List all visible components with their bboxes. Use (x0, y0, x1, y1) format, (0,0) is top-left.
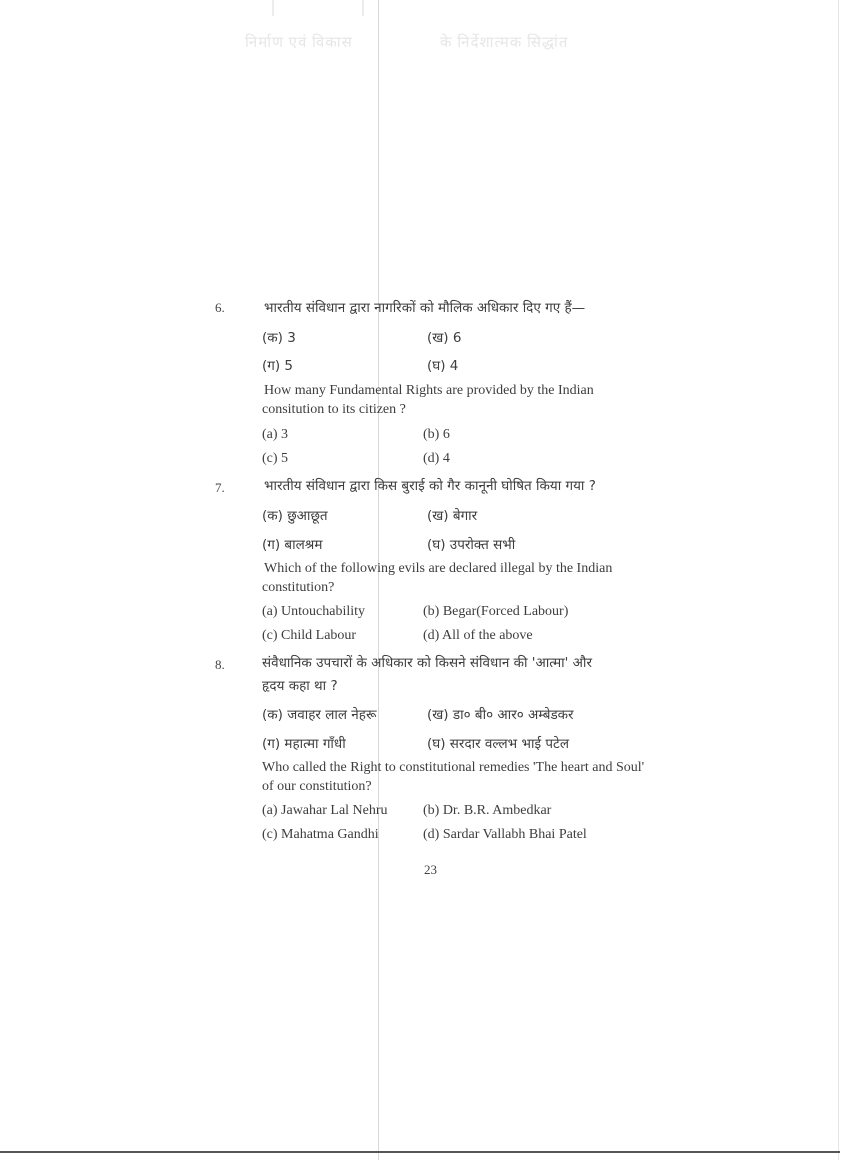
option-hindi-b: (ख) डा० बी० आर० अम्बेडकर (427, 707, 574, 723)
bleed-through-mark (272, 0, 274, 16)
option-hindi-d: (घ) सरदार वल्लभ भाई पटेल (427, 736, 569, 752)
option-hindi-d: (घ) 4 (427, 358, 459, 374)
page-bottom-edge (0, 1151, 840, 1153)
question-text-hindi: भारतीय संविधान द्वारा किस बुराई को गैर कानूनी घोषित किया गया ? (264, 478, 596, 494)
option-english-b: (b) Dr. B.R. Ambedkar (423, 803, 552, 818)
page-number: 23 (424, 862, 437, 877)
option-english-c: (c) Mahatma Gandhi (262, 827, 379, 842)
question-text-english: Who called the Right to constitutional remedies 'The heart and Soul' (262, 760, 645, 775)
option-english-c: (c) Child Labour (262, 628, 357, 643)
bleed-through-text: निर्माण एवं विकास (245, 35, 353, 51)
option-hindi-a: (क) जवाहर लाल नेहरू (262, 707, 377, 723)
page-fold-line (378, 0, 379, 1160)
option-english-c: (c) 5 (262, 451, 289, 466)
question-text-english: consitution to its citizen ? (262, 402, 406, 417)
question-number: 6. (215, 300, 225, 315)
bleed-through-mark (362, 0, 364, 16)
question-text-english: constitution? (262, 580, 335, 595)
option-hindi-c: (ग) बालश्रम (262, 537, 323, 553)
option-hindi-c: (ग) महात्मा गाँधी (262, 736, 346, 752)
option-english-d: (d) Sardar Vallabh Bhai Patel (423, 827, 587, 842)
question-text-english: of our constitution? (262, 779, 372, 794)
option-english-b: (b) Begar(Forced Labour) (423, 604, 569, 619)
option-hindi-d: (घ) उपरोक्त सभी (427, 537, 516, 553)
option-english-a: (a) 3 (262, 427, 289, 442)
question-text-hindi: संवैधानिक उपचारों के अधिकार को किसने संविधान की 'आत्मा' और (262, 655, 592, 671)
question-text-english: Which of the following evils are declared illegal by the Indian (264, 561, 613, 576)
option-english-d: (d) All of the above (423, 628, 533, 643)
page-edge (838, 0, 839, 1160)
option-hindi-b: (ख) 6 (427, 330, 462, 346)
option-hindi-c: (ग) 5 (262, 358, 294, 374)
question-number: 7. (215, 480, 225, 495)
question-text-english: How many Fundamental Rights are provided by the Indian (264, 383, 594, 398)
option-english-a: (a) Untouchability (262, 604, 366, 619)
option-hindi-a: (क) 3 (262, 330, 296, 346)
question-text-hindi: हृदय कहा था ? (262, 678, 338, 694)
bleed-through-text: के निर्देशात्मक सिद्धांत (440, 35, 569, 51)
question-text-hindi: भारतीय संविधान द्वारा नागरिकों को मौलिक अधिकार दिए गए हैं— (264, 300, 586, 316)
option-english-a: (a) Jawahar Lal Nehru (262, 803, 388, 818)
option-english-b: (b) 6 (423, 427, 450, 442)
option-hindi-a: (क) छुआछूत (262, 508, 328, 524)
option-hindi-b: (ख) बेगार (427, 508, 478, 524)
question-number: 8. (215, 657, 225, 672)
option-english-d: (d) 4 (423, 451, 450, 466)
